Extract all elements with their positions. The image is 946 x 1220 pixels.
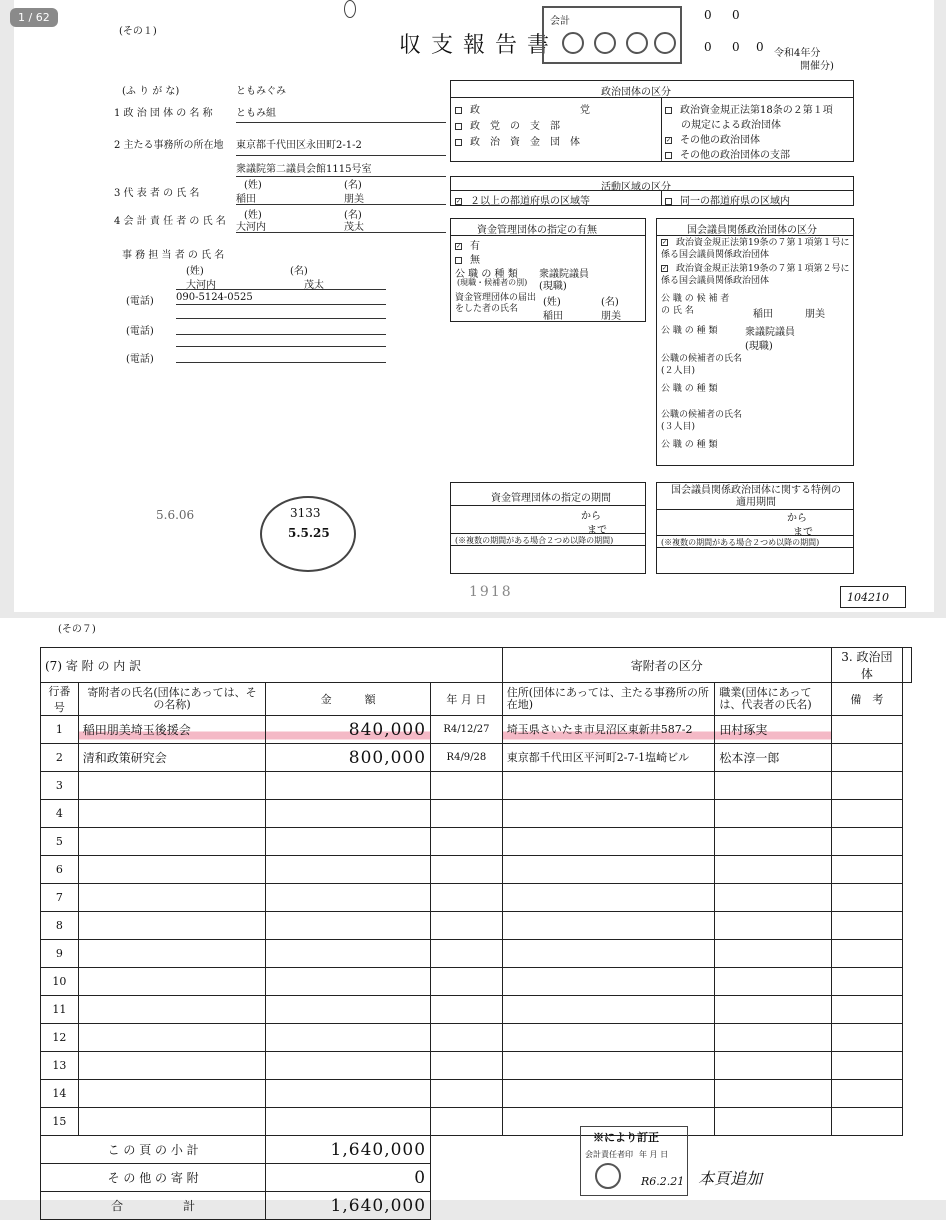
donor-name bbox=[78, 912, 265, 940]
acct-family: 大河内 bbox=[236, 222, 266, 233]
corner-label-7: (その７) bbox=[58, 624, 96, 635]
hdr-remarks: 備 考 bbox=[831, 683, 902, 716]
donor-address bbox=[502, 968, 715, 996]
donation-amount: 800,000 bbox=[266, 744, 431, 772]
donor-name: 清和政策研究会 bbox=[78, 744, 265, 772]
period-year: 令和4年分 bbox=[774, 48, 821, 59]
seal-icon bbox=[594, 32, 616, 54]
rep-given: 朋美 bbox=[344, 194, 364, 205]
remarks-cell bbox=[831, 744, 902, 772]
donor-address bbox=[502, 940, 715, 968]
donation-amount bbox=[266, 996, 431, 1024]
rep-family: 稲田 bbox=[236, 194, 256, 205]
donor-occupation bbox=[715, 1080, 831, 1108]
row-number: 1 bbox=[41, 716, 79, 744]
donation-table bbox=[40, 647, 912, 1220]
remarks-cell bbox=[831, 1024, 902, 1052]
checkbox-icon bbox=[455, 123, 462, 130]
donation-amount bbox=[266, 1080, 431, 1108]
row-number: 11 bbox=[41, 996, 79, 1024]
donation-date bbox=[431, 772, 503, 800]
donation-amount bbox=[266, 1108, 431, 1136]
report-page-1: (その１) 収支報告書 会計 0 0 0 0 0 令和4年分 開催分) (ふ り が な) ともみぐみ 1 政 治 団 体 の 名 称 ともみ組 2 主たる事務所の所在地 東京都千代田区永田町2-1-2 衆議院第二議員会館1115号室 (姓) (名) 3 代 表 者 の 氏 名 稲田 朋美 (姓) (名) 4 会 計 責 任 者 の 氏 名 大河内 茂太 事 務 担 当 者 の 氏 名 (姓) (名) 大河内 茂太 (電話) 090-5124-0525 (電話) (電話) 政治団体の区分 政 党 政 党 の 支 部 政 治 資 金 団 体 政治資金規正法第18条の２第１項 の規定による政治団体 ✓ その他の政治団体 その他の政治団体の支部 活動区域の区分 ✓ ２以上の都道府県の区域等 同一の都道府県の区域内 資金管理団体の指定の有無 ✓ 有 無 公 職 の 種 類 衆議院議員 (現職・候補者の別) (現職) 資金管理団体の届出をした者の氏名 (姓) (名) 稲田 朋美 国会議員関係政治団体の区分 ✓ 政治資金規正法第19条の７第１項第１号に係る国会議員関係政治団体 ✓ 政治資金規正法第19条の７第１項第２号に係る国会議員関係政治団体 公 職 の 候 補 者 の 氏 名 稲田 朋美 公 職 の 種 類 衆議院議員 (現職) 公職の候補者の氏名(２人目) 公 職 の 種 類 公職の候補者の氏名(３人目) 公 職 の 種 類 資金管理団体の指定の期間 から まで (※複数の期間がある場合２つめ以降の期間) 国会議員関係政治団体に関する特例の適用期間 から まで (※複数の期間がある場合２つめ以降の期間) 5.6.06 3133 5.5.25 1918 104210 bbox=[14, 0, 934, 612]
page-serial: 1918 bbox=[469, 584, 513, 600]
donor-address bbox=[502, 800, 715, 828]
remarks-cell bbox=[831, 716, 902, 744]
remarks-cell bbox=[831, 1080, 902, 1108]
page-title: 収支報告書 bbox=[399, 33, 560, 58]
diet-member-box: 国会議員関係政治団体の区分 ✓ 政治資金規正法第19条の７第１項第１号に係る国会議員関係政治団体 ✓ 政治資金規正法第19条の７第１項第２号に係る国会議員関係政治団体 公 職 の 候 補 者 の 氏 名 稲田 朋美 公 職 の 種 類 衆議院議員 (現職) 公職の候補者の氏名(２人目) 公 職 の 種 類 公職の候補者の氏名(３人目) 公 職 の 種 類 bbox=[656, 218, 854, 466]
donor-address bbox=[502, 884, 715, 912]
donor-address bbox=[502, 912, 715, 940]
corner-label: (その１) bbox=[119, 26, 157, 37]
donation-amount bbox=[266, 800, 431, 828]
remarks-cell bbox=[831, 856, 902, 884]
donation-amount bbox=[266, 884, 431, 912]
checked-checkbox-icon: ✓ bbox=[662, 265, 668, 272]
donor-occupation bbox=[715, 968, 831, 996]
row-number: 5 bbox=[41, 828, 79, 856]
row-number: 14 bbox=[41, 1080, 79, 1108]
donation-date bbox=[431, 800, 503, 828]
period-note: 開催分) bbox=[800, 61, 834, 72]
checkbox-icon bbox=[665, 107, 672, 114]
checked-checkbox-icon: ✓ bbox=[456, 243, 462, 250]
table-row bbox=[41, 912, 912, 940]
donor-occupation bbox=[715, 772, 831, 800]
table-row bbox=[41, 800, 912, 828]
donor-occupation bbox=[715, 884, 831, 912]
donation-date bbox=[431, 856, 503, 884]
hdr-amount: 金 額 bbox=[266, 683, 431, 716]
table-row bbox=[41, 772, 912, 800]
donor-occupation bbox=[715, 996, 831, 1024]
checkbox-icon bbox=[455, 107, 462, 114]
total-row-label: 合 計 bbox=[41, 1192, 266, 1220]
row-number: 13 bbox=[41, 1052, 79, 1080]
donation-amount bbox=[266, 1052, 431, 1080]
hdr-donor-name: 寄附者の氏名(団体にあっては、その名称) bbox=[78, 683, 265, 716]
staff-given: 茂太 bbox=[304, 280, 324, 291]
checked-checkbox-icon: ✓ bbox=[456, 198, 462, 205]
row-number: 2 bbox=[41, 744, 79, 772]
remarks-cell bbox=[831, 1052, 902, 1080]
table-row bbox=[41, 996, 912, 1024]
row-number: 7 bbox=[41, 884, 79, 912]
table-row bbox=[41, 744, 912, 772]
donor-occupation bbox=[715, 828, 831, 856]
donor-occupation bbox=[715, 856, 831, 884]
row-number: 3 bbox=[41, 772, 79, 800]
donor-name bbox=[78, 1024, 265, 1052]
phone-number: 090-5124-0525 bbox=[176, 292, 253, 303]
hdr-date: 年 月 日 bbox=[431, 683, 503, 716]
political-org-title: 3. 政治団体 bbox=[831, 648, 902, 683]
punch-hole-icon bbox=[344, 0, 356, 18]
checkbox-icon bbox=[665, 198, 672, 205]
hdr-address: 住所(団体にあっては、主たる事務所の所在地) bbox=[502, 683, 715, 716]
office-address-2: 衆議院第二議員会館1115号室 bbox=[236, 164, 372, 175]
furigana-value: ともみぐみ bbox=[236, 86, 286, 97]
hdr-row-no: 行番号 bbox=[41, 683, 79, 716]
donor-occupation bbox=[715, 1108, 831, 1136]
table-row bbox=[41, 1024, 912, 1052]
donor-occupation bbox=[715, 940, 831, 968]
checkbox-icon bbox=[665, 152, 672, 159]
donor-name bbox=[78, 800, 265, 828]
org-name: ともみ組 bbox=[236, 108, 276, 119]
report-page-7 bbox=[0, 612, 946, 1216]
donor-name bbox=[78, 856, 265, 884]
table-row bbox=[41, 856, 912, 884]
checked-checkbox-icon: ✓ bbox=[662, 239, 668, 246]
donation-date bbox=[431, 968, 503, 996]
other-donations-row-label: そ の 他 の 寄 附 bbox=[41, 1164, 266, 1192]
fund-management-box: 資金管理団体の指定の有無 ✓ 有 無 公 職 の 種 類 衆議院議員 (現職・候補者の別) (現職) 資金管理団体の届出をした者の氏名 (姓) (名) 稲田 朋美 bbox=[450, 218, 646, 322]
donor-name bbox=[78, 772, 265, 800]
reception-date-stamp: 5.6.06 bbox=[156, 508, 195, 522]
remarks-cell bbox=[831, 940, 902, 968]
donation-date: R4/12/27 bbox=[431, 716, 503, 744]
donation-date: R4/9/28 bbox=[431, 744, 503, 772]
section-title: (7) 寄 附 の 内 訳 bbox=[41, 648, 503, 683]
remarks-cell bbox=[831, 828, 902, 856]
total-row-value: 1,640,000 bbox=[266, 1192, 431, 1220]
hdr-occupation: 職業(団体にあっては、代表者の氏名) bbox=[715, 683, 831, 716]
donation-date bbox=[431, 1108, 503, 1136]
donor-name bbox=[78, 968, 265, 996]
donor-name bbox=[78, 884, 265, 912]
receipt-round-stamp: 3133 5.5.25 bbox=[260, 496, 356, 572]
donation-amount bbox=[266, 940, 431, 968]
donation-amount bbox=[266, 828, 431, 856]
donor-name bbox=[78, 828, 265, 856]
donor-occupation bbox=[715, 912, 831, 940]
org-category-box: 政治団体の区分 政 党 政 党 の 支 部 政 治 資 金 団 体 政治資金規正法第18条の２第１項 の規定による政治団体 ✓ その他の政治団体 その他の政治団体の支部 bbox=[450, 80, 854, 162]
row-number: 6 bbox=[41, 856, 79, 884]
donation-date bbox=[431, 940, 503, 968]
acct-given: 茂太 bbox=[344, 222, 364, 233]
table-row bbox=[41, 1080, 912, 1108]
table-row bbox=[41, 828, 912, 856]
donation-amount bbox=[266, 968, 431, 996]
table-row bbox=[41, 1108, 912, 1136]
row-number: 10 bbox=[41, 968, 79, 996]
seal-icon bbox=[626, 32, 648, 54]
row-number: 9 bbox=[41, 940, 79, 968]
donor-address bbox=[502, 772, 715, 800]
activity-area-box: 活動区域の区分 ✓ ２以上の都道府県の区域等 同一の都道府県の区域内 bbox=[450, 176, 854, 206]
donor-category-title: 寄附者の区分 bbox=[502, 648, 831, 683]
remarks-cell bbox=[831, 884, 902, 912]
seal-icon bbox=[562, 32, 584, 54]
donation-date bbox=[431, 912, 503, 940]
donation-date bbox=[431, 1024, 503, 1052]
donor-address bbox=[502, 1024, 715, 1052]
other-donations-row-value: 0 bbox=[266, 1164, 431, 1192]
table-row bbox=[41, 884, 912, 912]
subtotal-row-label: こ の 頁 の 小 計 bbox=[41, 1136, 266, 1164]
donor-occupation bbox=[715, 1024, 831, 1052]
donor-name bbox=[78, 1052, 265, 1080]
donation-date bbox=[431, 996, 503, 1024]
remarks-cell bbox=[831, 996, 902, 1024]
seal-icon bbox=[654, 32, 676, 54]
row-number: 12 bbox=[41, 1024, 79, 1052]
table-row bbox=[41, 940, 912, 968]
page-indicator[interactable]: 1 / 62 bbox=[10, 8, 58, 27]
donation-amount: 840,000 bbox=[266, 716, 431, 744]
handwritten-note: 本頁追加 bbox=[698, 1169, 763, 1188]
donor-name bbox=[78, 1080, 265, 1108]
donation-date bbox=[431, 828, 503, 856]
staff-family: 大河内 bbox=[186, 280, 216, 291]
donor-address: 東京都千代田区平河町2-7-1塩崎ビル bbox=[502, 744, 715, 772]
subtotal-row bbox=[41, 1136, 912, 1164]
donation-amount bbox=[266, 912, 431, 940]
donor-occupation: 田村琢実 bbox=[715, 716, 831, 744]
donor-address bbox=[502, 856, 715, 884]
donation-date bbox=[431, 1052, 503, 1080]
donor-name bbox=[78, 996, 265, 1024]
remarks-cell bbox=[831, 1108, 902, 1136]
subtotal-row-value: 1,640,000 bbox=[266, 1136, 431, 1164]
row-number: 4 bbox=[41, 800, 79, 828]
row-number: 8 bbox=[41, 912, 79, 940]
remarks-cell bbox=[831, 772, 902, 800]
checkbox-icon bbox=[455, 139, 462, 146]
donor-address bbox=[502, 996, 715, 1024]
donor-name bbox=[78, 940, 265, 968]
checkbox-icon bbox=[455, 257, 462, 264]
remarks-cell bbox=[831, 800, 902, 828]
donation-amount bbox=[266, 856, 431, 884]
table-row bbox=[41, 968, 912, 996]
remarks-cell bbox=[831, 912, 902, 940]
donor-occupation bbox=[715, 1052, 831, 1080]
correction-stamp: ※により訂正 会計責任者印 年 月 日 R6.2.21 bbox=[580, 1126, 688, 1196]
donor-occupation bbox=[715, 800, 831, 828]
total-row bbox=[41, 1192, 912, 1220]
donation-amount bbox=[266, 772, 431, 800]
donor-address bbox=[502, 1080, 715, 1108]
fund-period-box: 資金管理団体の指定の期間 から まで (※複数の期間がある場合２つめ以降の期間) bbox=[450, 482, 646, 574]
seal-icon bbox=[595, 1163, 621, 1189]
diet-period-box: 国会議員関係政治団体に関する特例の適用期間 から まで (※複数の期間がある場合２つめ以降の期間) bbox=[656, 482, 854, 574]
row-number: 15 bbox=[41, 1108, 79, 1136]
donor-occupation: 松本淳一郎 bbox=[715, 744, 831, 772]
checked-checkbox-icon: ✓ bbox=[666, 137, 672, 144]
donor-name bbox=[78, 1108, 265, 1136]
donation-date bbox=[431, 1080, 503, 1108]
donor-name: 稲田朋美埼玉後援会 bbox=[78, 716, 265, 744]
donor-address bbox=[502, 828, 715, 856]
donation-date bbox=[431, 884, 503, 912]
office-address: 東京都千代田区永田町2-1-2 bbox=[236, 140, 362, 151]
remarks-cell bbox=[831, 968, 902, 996]
reception-stamp-box: 会計 bbox=[542, 6, 682, 64]
donor-address bbox=[502, 1052, 715, 1080]
other-donations-row bbox=[41, 1164, 912, 1192]
table-row bbox=[41, 716, 912, 744]
donor-address: 埼玉県さいたま市見沼区東新井587-2 bbox=[502, 716, 715, 744]
table-row bbox=[41, 1052, 912, 1080]
donation-amount bbox=[266, 1024, 431, 1052]
handwritten-id-box: 104210 bbox=[840, 586, 906, 608]
